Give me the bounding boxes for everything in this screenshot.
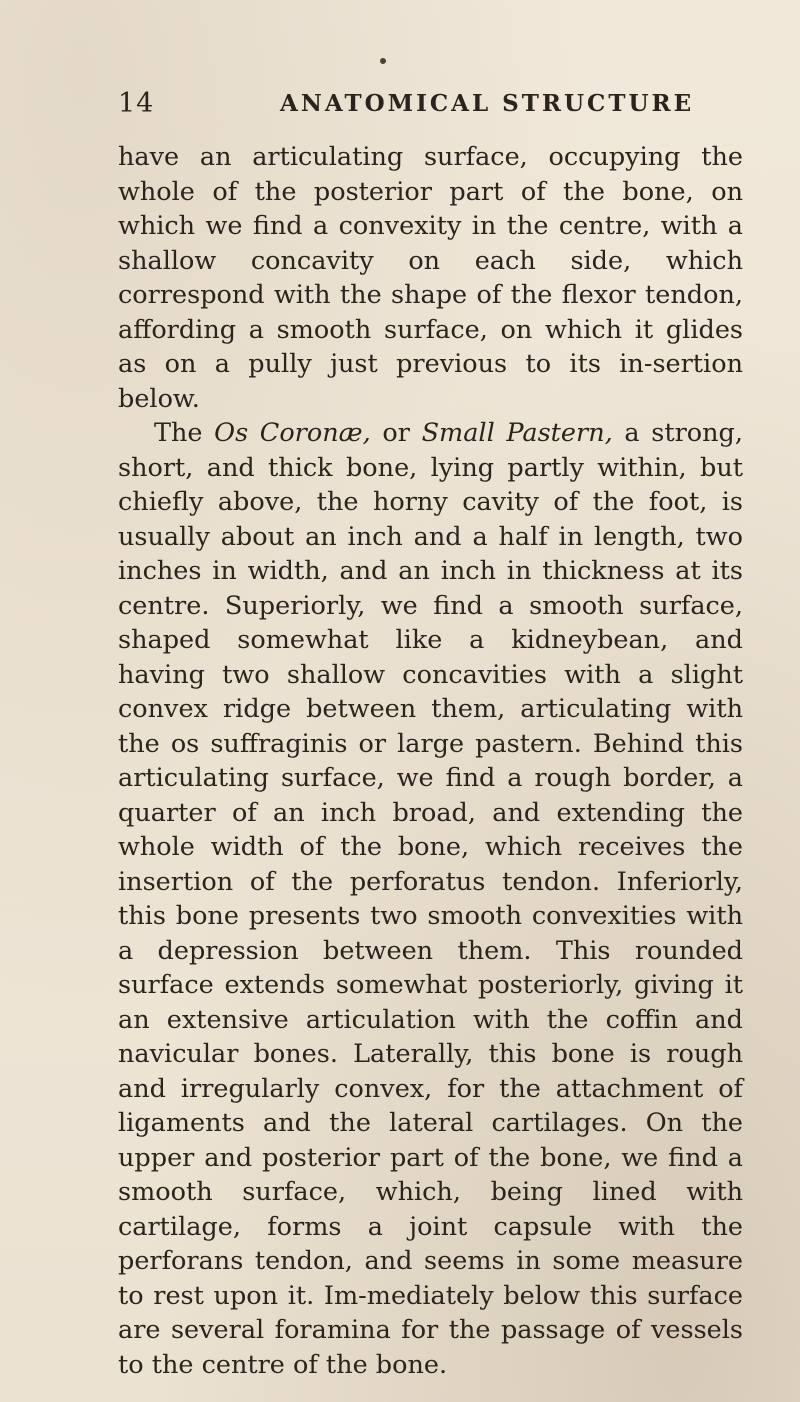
paragraph-2-term-2: Small Pastern, xyxy=(421,418,613,448)
paragraph-2-rest: a strong, short, and thick bone, lying partly within, but chiefly above, the horny cavity of the foot, is usually about an inch and a half in length, two inches in width, and an inch in thickness at its centre. Superiorly, we find a smooth surface, shaped somewhat like a kidneybean, and having two shallow concavities with a slight convex ridge between them, articulating with the os suffraginis or large pastern. Behind this articulating surface, we find a rough border, a quarter of an inch broad, and extending the whole width of the bone, which receives the insertion of the perforatus tendon. Inferiorly, this bone presents two smooth convexities with a depression between them. This rounded surface extends somewhat posteriorly, giving it an extensive articulation with the coffin and navicular bones. Laterally, this bone is rough and irregularly convex, for the attachment of ligaments and the lateral cartilages. On the upper and posterior part of the bone, we find a smooth surface, which, being lined with cartilage, forms a joint capsule with the perforans tendon, and seems in some measure to rest upon it. Im-mediately below this surface are several foramina for the passage of vessels to the centre of the bone. xyxy=(118,418,743,1380)
ink-speck xyxy=(380,58,386,64)
page-number: 14 xyxy=(118,88,155,119)
paragraph-2 xyxy=(118,416,743,1382)
body-text xyxy=(118,140,743,1382)
running-head xyxy=(118,88,746,122)
running-title: ANATOMICAL STRUCTURE xyxy=(280,90,695,117)
paragraph-2-or: or xyxy=(370,418,422,448)
paragraph-2-term-1: Os Coronæ, xyxy=(214,418,371,448)
paragraph-2-start: The xyxy=(154,418,215,448)
paragraph-1: have an articulating surface, occupying the whole of the posterior part of the bone, on which we find a convexity in the centre, with a shallow concavity on each side, which correspond with the shape of the flexor tendon, affording a smooth surface, on which it glides as on a pully just previous to its in-sertion below. xyxy=(118,142,743,414)
